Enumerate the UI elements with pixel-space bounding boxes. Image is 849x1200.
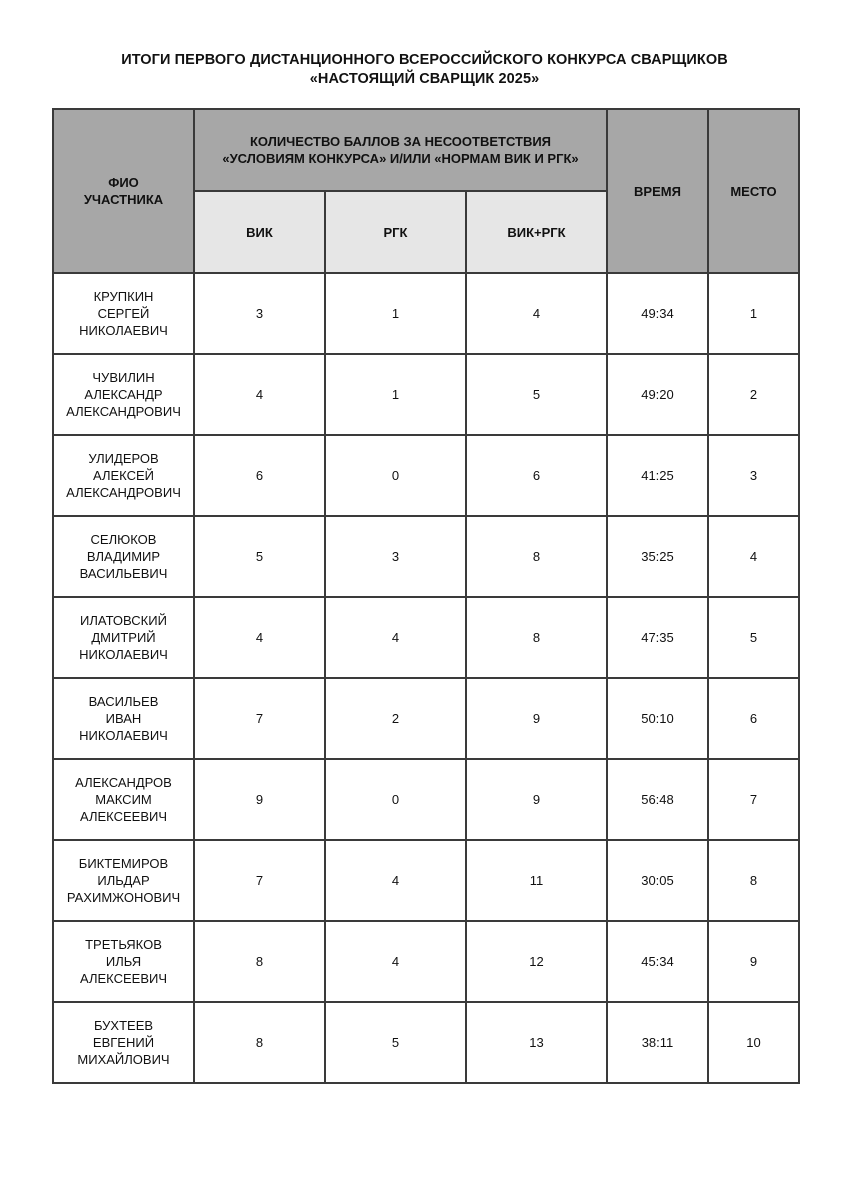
place-cell: 9	[708, 921, 799, 1002]
participant-patronymic: АЛЕКСЕЕВИЧ	[80, 971, 167, 986]
time-cell: 49:20	[607, 354, 708, 435]
participant-name-cell	[53, 516, 194, 597]
participant-surname: БУХТЕЕВ	[93, 1018, 154, 1033]
vik-score-cell: 7	[194, 840, 325, 921]
participant-patronymic: РАХИМЖОНОВИЧ	[66, 890, 181, 905]
table-row	[53, 1002, 799, 1083]
rgk-score-cell: 1	[325, 273, 466, 354]
header-time: ВРЕМЯ	[607, 109, 708, 273]
participant-patronymic: МИХАЙЛОВИЧ	[77, 1052, 170, 1067]
table-row	[53, 840, 799, 921]
table-row	[53, 516, 799, 597]
document-title	[0, 51, 849, 89]
participant-first-name: СЕРГЕЙ	[97, 306, 150, 321]
participant-surname: ЧУВИЛИН	[92, 370, 155, 385]
rgk-score-cell: 4	[325, 597, 466, 678]
participant-name-cell	[53, 435, 194, 516]
participant-patronymic: АЛЕКСАНДРОВИЧ	[66, 485, 181, 500]
rgk-score-cell: 5	[325, 1002, 466, 1083]
participant-name-cell	[53, 354, 194, 435]
vik-score-cell: 8	[194, 1002, 325, 1083]
time-cell: 47:35	[607, 597, 708, 678]
vik-score-cell: 4	[194, 597, 325, 678]
title-line-2: «НАСТОЯЩИЙ СВАРЩИК 2025»	[309, 71, 540, 87]
participant-first-name: ДМИТРИЙ	[91, 630, 156, 645]
total-score-cell: 5	[466, 354, 607, 435]
total-score-cell: 11	[466, 840, 607, 921]
time-cell: 45:34	[607, 921, 708, 1002]
title-line-1: ИТОГИ ПЕРВОГО ДИСТАНЦИОННОГО ВСЕРОССИЙСКОГО КОНКУРСА СВАРЩИКОВ	[121, 52, 728, 68]
rgk-score-cell: 3	[325, 516, 466, 597]
participant-patronymic: НИКОЛАЕВИЧ	[79, 647, 168, 662]
total-score-cell: 13	[466, 1002, 607, 1083]
total-score-cell: 4	[466, 273, 607, 354]
participant-first-name: АЛЕКСАНДР	[84, 387, 163, 402]
vik-score-cell: 5	[194, 516, 325, 597]
place-cell: 6	[708, 678, 799, 759]
place-cell: 1	[708, 273, 799, 354]
time-cell: 38:11	[607, 1002, 708, 1083]
participant-surname: ИЛАТОВСКИЙ	[80, 613, 167, 628]
total-score-cell: 9	[466, 678, 607, 759]
participant-name-cell	[53, 1002, 194, 1083]
table-row	[53, 759, 799, 840]
table-row	[53, 921, 799, 1002]
header-participant-name: ФИО УЧАСТНИКА	[53, 109, 194, 273]
participant-surname: ВАСИЛЬЕВ	[88, 694, 159, 709]
participant-surname: АЛЕКСАНДРОВ	[75, 775, 172, 790]
results-table	[52, 108, 800, 1084]
participant-first-name: ЕВГЕНИЙ	[92, 1035, 155, 1050]
participant-name-cell	[53, 597, 194, 678]
table-row	[53, 435, 799, 516]
participant-surname: УЛИДЕРОВ	[88, 451, 159, 466]
place-cell: 5	[708, 597, 799, 678]
participant-name-cell	[53, 678, 194, 759]
rgk-score-cell: 4	[325, 840, 466, 921]
total-score-cell: 8	[466, 597, 607, 678]
vik-score-cell: 7	[194, 678, 325, 759]
vik-score-cell: 3	[194, 273, 325, 354]
participant-surname: ТРЕТЬЯКОВ	[85, 937, 162, 952]
total-score-cell: 6	[466, 435, 607, 516]
table-row	[53, 597, 799, 678]
vik-score-cell: 8	[194, 921, 325, 1002]
place-cell: 7	[708, 759, 799, 840]
participant-name-cell	[53, 759, 194, 840]
participant-name-cell	[53, 921, 194, 1002]
participant-patronymic: НИКОЛАЕВИЧ	[79, 323, 168, 338]
time-cell: 30:05	[607, 840, 708, 921]
time-cell: 41:25	[607, 435, 708, 516]
total-score-cell: 8	[466, 516, 607, 597]
rgk-score-cell: 1	[325, 354, 466, 435]
time-cell: 49:34	[607, 273, 708, 354]
participant-first-name: ИЛЬДАР	[97, 873, 150, 888]
participant-first-name: ИВАН	[105, 711, 142, 726]
time-cell: 35:25	[607, 516, 708, 597]
vik-score-cell: 4	[194, 354, 325, 435]
place-cell: 3	[708, 435, 799, 516]
rgk-score-cell: 4	[325, 921, 466, 1002]
participant-patronymic: НИКОЛАЕВИЧ	[79, 728, 168, 743]
participant-patronymic: АЛЕКСАНДРОВИЧ	[66, 404, 181, 419]
rgk-score-cell: 2	[325, 678, 466, 759]
participant-first-name: МАКСИМ	[95, 792, 152, 807]
participant-surname: СЕЛЮКОВ	[90, 532, 157, 547]
place-cell: 8	[708, 840, 799, 921]
time-cell: 56:48	[607, 759, 708, 840]
rgk-score-cell: 0	[325, 759, 466, 840]
table-row	[53, 678, 799, 759]
time-cell: 50:10	[607, 678, 708, 759]
total-score-cell: 9	[466, 759, 607, 840]
place-cell: 2	[708, 354, 799, 435]
participant-first-name: ИЛЬЯ	[105, 954, 142, 969]
header-points: КОЛИЧЕСТВО БАЛЛОВ ЗА НЕСООТВЕТСТВИЯ «УСЛОВИЯМ КОНКУРСА» И/ИЛИ «НОРМАМ ВИК И РГК»	[194, 109, 607, 191]
rgk-score-cell: 0	[325, 435, 466, 516]
header-vik-rgk: ВИК+РГК	[466, 191, 607, 273]
table-row	[53, 273, 799, 354]
table-row	[53, 354, 799, 435]
place-cell: 4	[708, 516, 799, 597]
header-place: МЕСТО	[708, 109, 799, 273]
participant-name-cell	[53, 273, 194, 354]
vik-score-cell: 9	[194, 759, 325, 840]
participant-patronymic: ВАСИЛЬЕВИЧ	[79, 566, 168, 581]
participant-surname: КРУПКИН	[93, 289, 154, 304]
participant-patronymic: АЛЕКСЕЕВИЧ	[80, 809, 167, 824]
place-cell: 10	[708, 1002, 799, 1083]
vik-score-cell: 6	[194, 435, 325, 516]
participant-name-cell	[53, 840, 194, 921]
header-rgk: РГК	[325, 191, 466, 273]
total-score-cell: 12	[466, 921, 607, 1002]
header-vik: ВИК	[194, 191, 325, 273]
participant-first-name: ВЛАДИМИР	[86, 549, 161, 564]
participant-first-name: АЛЕКСЕЙ	[93, 468, 154, 483]
participant-surname: БИКТЕМИРОВ	[78, 856, 169, 871]
